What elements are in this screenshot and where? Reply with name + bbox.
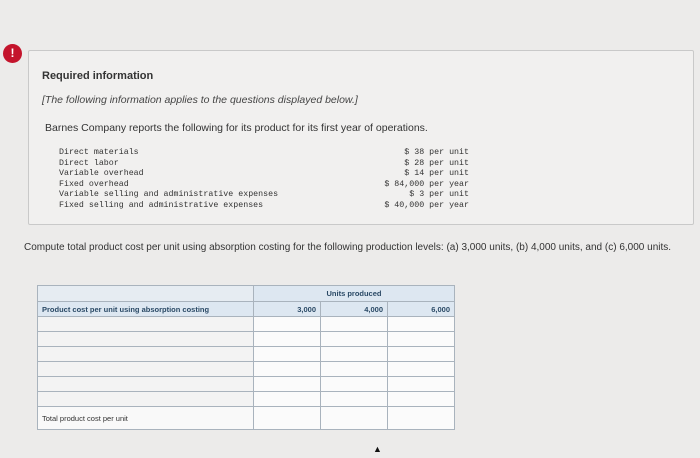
cost-item-value: $ 38 per unit <box>404 148 469 157</box>
total-amount-input[interactable] <box>254 407 321 430</box>
cost-data-row <box>59 190 469 201</box>
amount-input[interactable] <box>321 347 388 362</box>
cost-data-row <box>59 180 469 191</box>
amount-input[interactable] <box>388 377 455 392</box>
cost-item-value: $ 28 per unit <box>404 158 469 168</box>
amount-input[interactable] <box>321 377 388 392</box>
table-row <box>38 377 455 392</box>
amount-input[interactable] <box>321 332 388 347</box>
cost-label-input[interactable] <box>38 377 254 392</box>
amount-input[interactable] <box>254 362 321 377</box>
amount-input[interactable] <box>388 392 455 407</box>
info-note: [The following information applies to the questions displayed below.] <box>42 94 358 106</box>
level-header-b: 4,000 <box>321 302 388 317</box>
cost-item-label: Variable selling and administrative expenses <box>59 190 279 200</box>
cost-label-input[interactable] <box>38 332 254 347</box>
cost-data-row <box>59 169 469 180</box>
cost-item-label: Direct materials <box>59 148 139 157</box>
amount-input[interactable] <box>321 317 388 332</box>
cost-item-label: Fixed overhead <box>59 179 129 189</box>
amount-input[interactable] <box>254 392 321 407</box>
cost-data-row <box>59 201 469 212</box>
amount-input[interactable] <box>254 377 321 392</box>
level-header-a: 3,000 <box>254 302 321 317</box>
table-row <box>38 347 455 362</box>
row-label-header: Product cost per unit using absorption costing <box>38 302 254 317</box>
total-amount-input[interactable] <box>321 407 388 430</box>
cost-item-label: Direct labor <box>59 158 119 168</box>
cost-item-value: $ 3 per unit <box>409 190 469 200</box>
amount-input[interactable] <box>388 317 455 332</box>
cost-label-input[interactable] <box>38 317 254 332</box>
cost-data-row <box>59 159 469 170</box>
info-intro: Barnes Company reports the following for its product for its first year of operations. <box>45 122 428 134</box>
amount-input[interactable] <box>254 347 321 362</box>
units-produced-header: Units produced <box>254 286 455 302</box>
cost-item-label: Variable overhead <box>59 169 144 179</box>
answer-table <box>37 285 455 430</box>
info-title: Required information <box>42 70 154 82</box>
mouse-cursor-icon: ▲ <box>373 444 382 454</box>
exclamation-icon: ! <box>3 44 22 63</box>
amount-input[interactable] <box>321 362 388 377</box>
total-amount-input[interactable] <box>388 407 455 430</box>
level-header-c: 6,000 <box>388 302 455 317</box>
cost-item-value: $ 84,000 per year <box>384 179 469 189</box>
cost-label-input[interactable] <box>38 362 254 377</box>
table-header-row <box>38 286 455 302</box>
cost-label-input[interactable] <box>38 347 254 362</box>
header-corner <box>38 286 254 302</box>
cost-item-label: Fixed selling and administrative expenses <box>59 200 264 210</box>
amount-input[interactable] <box>254 332 321 347</box>
cost-label-input[interactable] <box>38 392 254 407</box>
amount-input[interactable] <box>388 332 455 347</box>
amount-input[interactable] <box>388 362 455 377</box>
cost-item-value: $ 14 per unit <box>404 169 469 179</box>
amount-input[interactable] <box>321 392 388 407</box>
table-row <box>38 362 455 377</box>
table-subheader-row <box>38 302 455 317</box>
table-row <box>38 392 455 407</box>
cost-item-value: $ 40,000 per year <box>384 200 469 210</box>
cost-data-row <box>59 148 469 159</box>
required-information-panel <box>28 50 694 225</box>
amount-input[interactable] <box>388 347 455 362</box>
cost-data-list <box>59 148 469 212</box>
total-product-cost-label: Total product cost per unit <box>38 407 254 430</box>
total-row <box>38 407 455 430</box>
table-row <box>38 317 455 332</box>
question-text: Compute total product cost per unit using absorption costing for the following production levels: (a) 3,000 units, (b) 4,000 units, and (c) 6,000 units. <box>24 242 672 253</box>
table-row <box>38 332 455 347</box>
amount-input[interactable] <box>254 317 321 332</box>
